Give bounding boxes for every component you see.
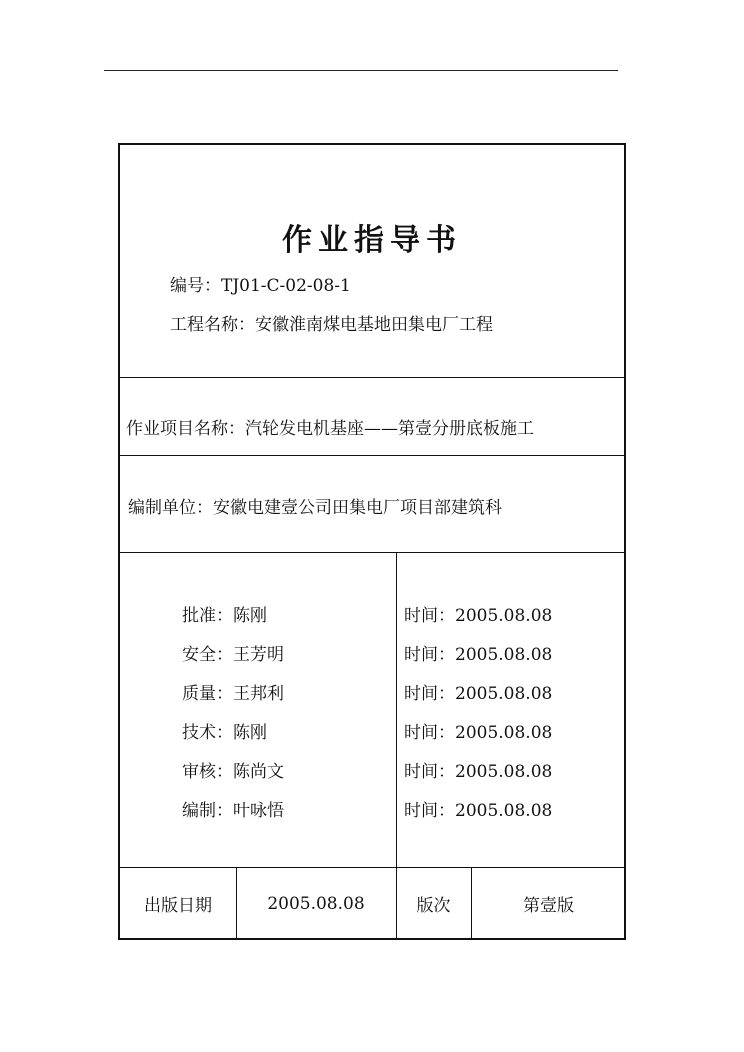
approval-role: 批准：陈刚 <box>182 606 267 626</box>
document-title: 作业指导书 <box>282 223 462 258</box>
approval-role: 质量：王邦利 <box>182 684 284 704</box>
publish-date-value: 2005.08.08 <box>267 893 365 914</box>
project-name: 工程名称：安徽淮南煤电基地田集电厂工程 <box>170 315 493 335</box>
approval-role: 技术：陈刚 <box>182 723 267 743</box>
approval-time: 时间：2005.08.08 <box>404 801 553 821</box>
approval-role: 编制：叶咏悟 <box>182 801 284 821</box>
approval-role: 安全：王芳明 <box>182 645 284 665</box>
edition-label: 版次 <box>416 896 451 916</box>
approval-time: 时间：2005.08.08 <box>404 723 553 743</box>
edition-value: 第壹版 <box>523 896 574 916</box>
approval-time: 时间：2005.08.08 <box>404 645 553 665</box>
compiling-unit: 编制单位：安徽电建壹公司田集电厂项目部建筑科 <box>128 498 502 518</box>
work-item-name: 作业项目名称：汽轮发电机基座——第壹分册底板施工 <box>126 419 534 439</box>
header-rule <box>104 70 618 71</box>
divider <box>120 455 624 456</box>
approval-time: 时间：2005.08.08 <box>404 762 553 782</box>
publish-date-label: 出版日期 <box>144 896 212 916</box>
cover-table <box>118 143 626 940</box>
divider <box>120 377 624 378</box>
divider <box>120 552 624 553</box>
approval-role: 审核：陈尚文 <box>182 762 284 782</box>
approval-time: 时间：2005.08.08 <box>404 684 553 704</box>
document-code: 编号：TJ01-C-02-08-1 <box>170 276 351 296</box>
approval-time: 时间：2005.08.08 <box>404 606 553 626</box>
divider <box>396 552 397 867</box>
